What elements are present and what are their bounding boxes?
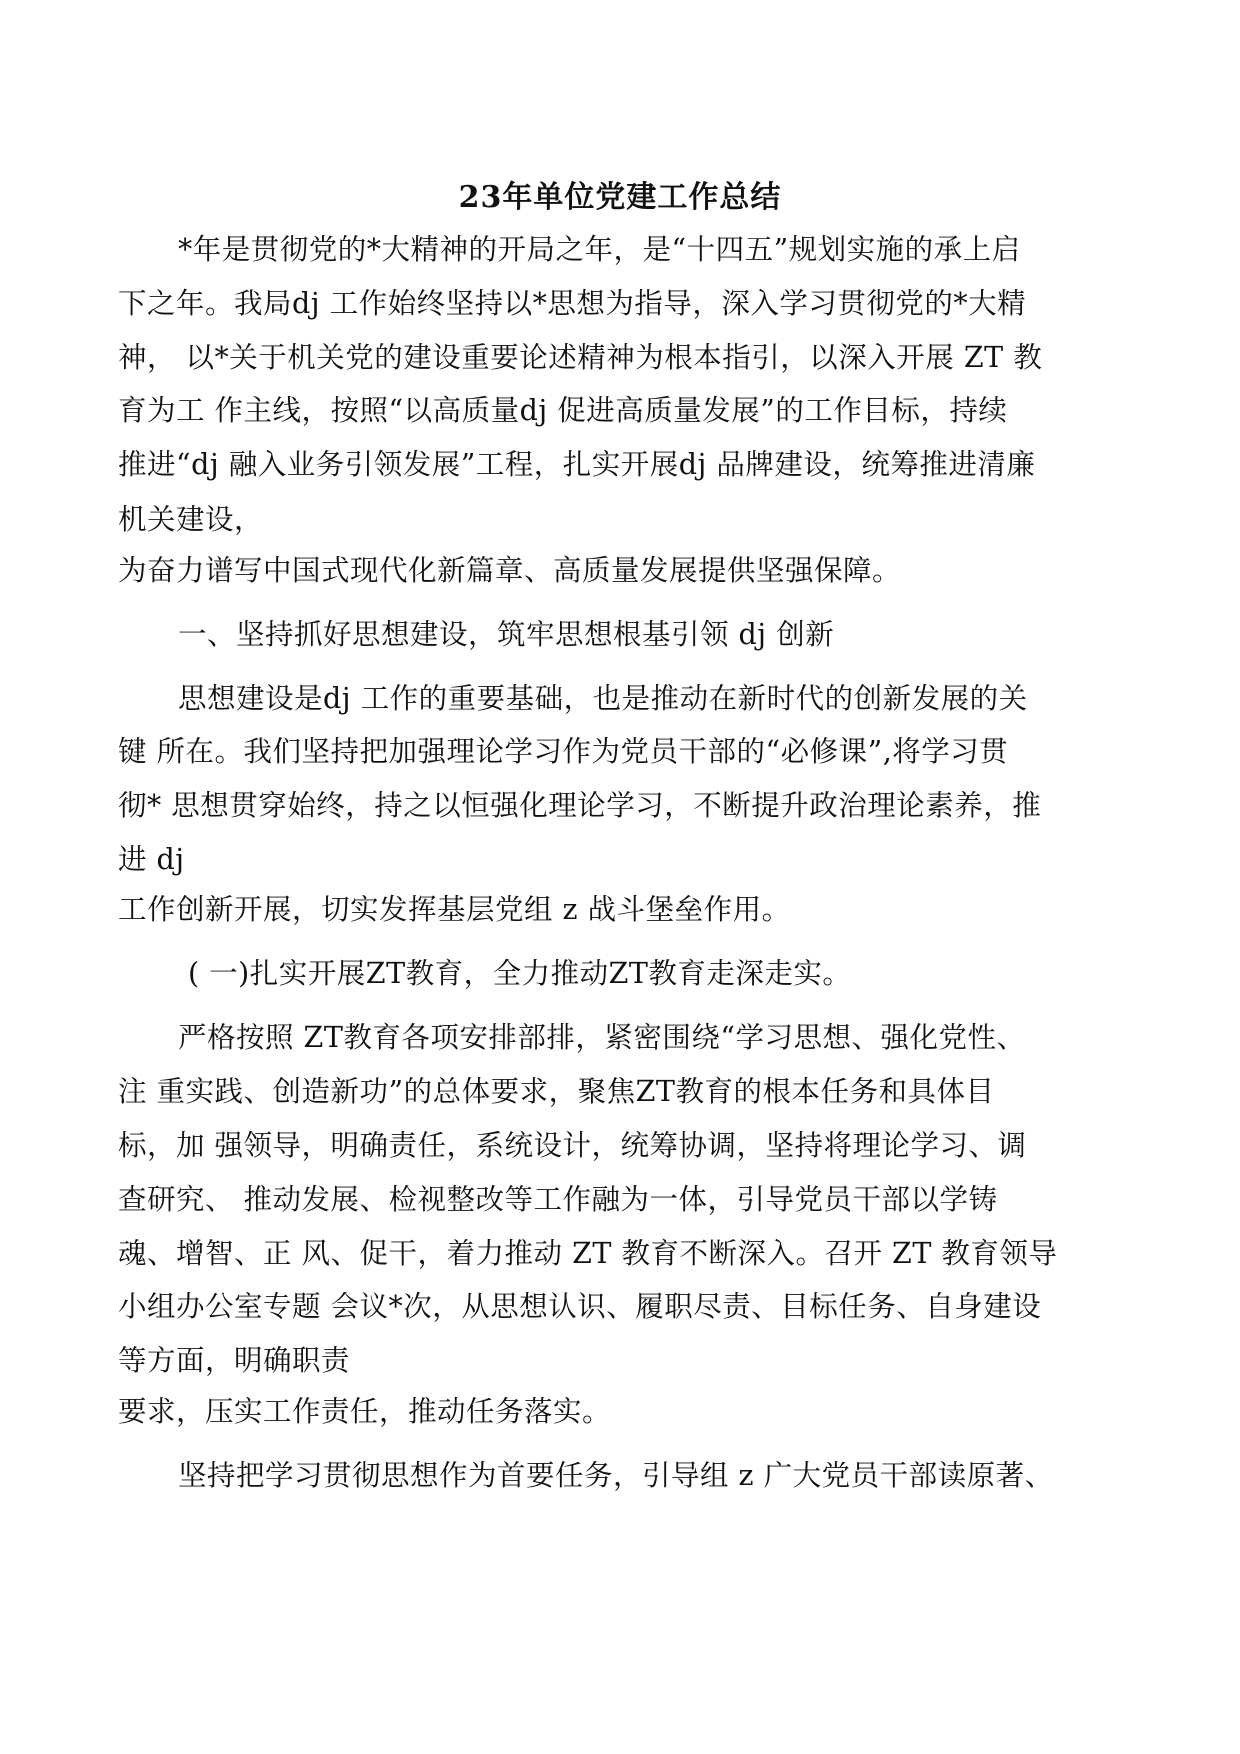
paragraph-line: 键 所在。我们坚持把加强理论学习作为党员干部的“必修课”,将学习贯 — [118, 735, 1009, 768]
paragraph-line: 育为工 作主线，按照“以高质量dj 促进高质量发展”的工作目标，持续 — [118, 394, 1008, 427]
paragraph-line: 进 dj — [118, 843, 185, 876]
paragraph-line: 严格按照 ZT教育各项安排部排，紧密围绕“学习思想、强化党性、 — [178, 1021, 1026, 1054]
subsection-heading: ( 一)扎实开展ZT教育，全力推动ZT教育走深走实。 — [188, 957, 852, 990]
paragraph-line: 小组办公室专题 会议*次，从思想认识、履职尽责、目标任务、自身建设 — [118, 1290, 1042, 1323]
paragraph-line: 彻* 思想贯穿始终，持之以恒强化理论学习，不断提升政治理论素养，推 — [118, 789, 1042, 822]
paragraph-line: 下之年。我局dj 工作始终坚持以*思想为指导，深入学习贯彻党的*大精 — [118, 287, 1027, 320]
paragraph-line: 等方面，明确职责 — [118, 1344, 351, 1377]
paragraph-line: 思想建设是dj 工作的重要基础，也是推动在新时代的创新发展的关 — [178, 682, 1028, 715]
paragraph-line: 注 重实践、创造新功”的总体要求，聚焦ZT教育的根本任务和具体目 — [118, 1075, 995, 1108]
paragraph-line: 查研究、 推动发展、检视整改等工作融为一体，引导党员干部以学铸 — [118, 1183, 998, 1216]
paragraph-line: 坚持把学习贯彻思想作为首要任务，引导组 z 广大党员干部读原著、 — [178, 1459, 1054, 1492]
section-heading: 一、坚持抓好思想建设，筑牢思想根基引领 dj 创新 — [178, 618, 835, 651]
paragraph-line: *年是贯彻党的*大精神的开局之年，是“十四五”规划实施的承上启 — [178, 233, 1021, 266]
paragraph-line: 推进“dj 融入业务引领发展”工程，扎实开展dj 品牌建设，统筹推进清廉 — [118, 448, 1036, 481]
paragraph-line: 工作创新开展，切实发挥基层党组 z 战斗堡垒作用。 — [118, 893, 791, 926]
paragraph-line: 标，加 强领导，明确责任，系统设计，统筹协调，坚持将理论学习、调 — [118, 1129, 1027, 1162]
paragraph-line: 机关建设， — [118, 503, 264, 536]
paragraph-line: 为奋力谱写中国式现代化新篇章、高质量发展提供坚强保障。 — [118, 554, 902, 587]
paragraph-line: 要求，压实工作责任，推动任务落实。 — [118, 1395, 612, 1428]
document-title: 23年单位党建工作总结 — [458, 180, 782, 215]
paragraph-line: 神， 以*关于机关党的建设重要论述精神为根本指引，以深入开展 ZT 教 — [118, 341, 1043, 374]
paragraph-line: 魂、增智、正 风、促干，着力推动 ZT 教育不断深入。召开 ZT 教育领导 — [118, 1237, 1058, 1270]
